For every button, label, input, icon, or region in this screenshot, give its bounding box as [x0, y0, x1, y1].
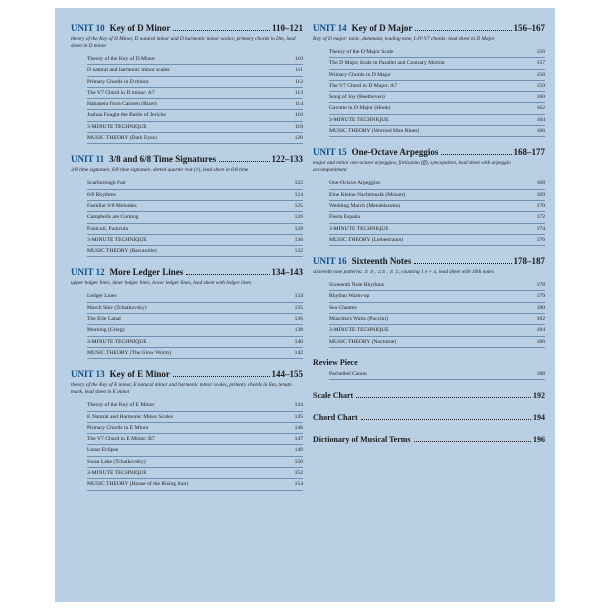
- unit-page-range: 178–187: [513, 256, 545, 267]
- entry-page: 110: [294, 56, 303, 62]
- toc-entry[interactable]: [329, 126, 545, 137]
- entry-list: [87, 400, 303, 490]
- unit-description: upper ledger lines, inner ledger lines, lower ledger lines, lead sheet with ledger lines: [71, 280, 252, 287]
- toc-entry[interactable]: [329, 337, 545, 348]
- entry-page: 120: [294, 135, 303, 142]
- entry-page: 130: [294, 236, 303, 243]
- entry-title: Muscitta's Waltz (Puccini): [329, 316, 388, 323]
- dot-leader: [414, 263, 511, 264]
- entry-title: 3-MINUTE TECHNIQUE: [87, 470, 147, 477]
- entry-page: 132: [294, 248, 303, 255]
- dot-leader: [415, 30, 511, 31]
- unit-number: UNIT 11: [71, 154, 105, 165]
- unit-page-range: 168–177: [513, 147, 545, 158]
- toc-column-right: [313, 22, 545, 446]
- toc-entry[interactable]: [329, 103, 545, 114]
- entry-page: 125: [294, 202, 303, 209]
- toc-entry[interactable]: [87, 468, 303, 479]
- toc-entry[interactable]: [329, 115, 545, 126]
- toc-entry[interactable]: [87, 133, 303, 144]
- entry-page: 147: [294, 436, 303, 443]
- dot-leader: [356, 397, 531, 398]
- entry-page: 146: [294, 424, 303, 431]
- toc-entry[interactable]: [329, 280, 545, 291]
- entry-page: 158: [536, 71, 545, 78]
- entry-page: 168: [536, 180, 545, 187]
- unit-description: theory of the Key of E minor, E natural minor and harmonic minor scales, primary chords in Em, tenuto mark, lead sheet in E minor: [71, 382, 292, 396]
- toc-entry[interactable]: [87, 224, 303, 235]
- entry-page: 162: [536, 105, 545, 112]
- unit-title: Key of D Major: [351, 23, 413, 33]
- entry-title: E Natural and Harmonic Minor Scales: [87, 413, 173, 420]
- entry-page: 166: [536, 128, 545, 135]
- entry-title: 3-MINUTE TECHNIQUE: [87, 338, 147, 345]
- unit-heading[interactable]: [71, 22, 303, 34]
- unit-title: 3/8 and 6/8 Time Signatures: [109, 154, 217, 165]
- entry-page: 136: [294, 316, 303, 323]
- entry-page: 148: [294, 447, 303, 454]
- entry-page: 164: [536, 116, 545, 123]
- entry-page: 156: [536, 49, 545, 55]
- toc-entry[interactable]: [87, 314, 303, 325]
- entry-title: Theory of the D Major Scale: [329, 49, 394, 55]
- toc-entry[interactable]: [87, 77, 303, 88]
- unit-description: Key of D major: tonic, dominant, leading tone, I-IV-V7 chords; lead sheet in D Major: [313, 36, 495, 42]
- entry-page: 178: [536, 282, 545, 289]
- toc-entry[interactable]: [87, 65, 303, 76]
- entry-title: Theory of the Key of E Minor: [87, 402, 155, 409]
- unit-page-range: 134–143: [271, 267, 303, 278]
- toc-entry[interactable]: [87, 325, 303, 336]
- entry-title: MUSIC THEORY (Worried Man Blues): [329, 128, 420, 135]
- toc-entry[interactable]: [87, 178, 303, 189]
- entry-page: 112: [294, 78, 303, 85]
- dot-leader: [414, 441, 531, 442]
- entry-title: Pachelbel Canon: [329, 370, 367, 377]
- entry-title: Familiar 6/8 Melodies: [87, 202, 137, 209]
- entry-title: 3-MINUTE TECHNIQUE: [329, 225, 389, 232]
- toc-entry[interactable]: [329, 224, 545, 235]
- entry-page: 182: [536, 316, 545, 323]
- unit-heading[interactable]: [313, 146, 545, 158]
- entry-list: [87, 291, 303, 359]
- entry-title: 3-MINUTE TECHNIQUE: [87, 123, 147, 130]
- unit-page-range: 122–133: [271, 154, 303, 165]
- entry-page: 142: [294, 349, 303, 356]
- entry-page: 192: [533, 391, 545, 401]
- unit-number: UNIT 15: [313, 147, 347, 158]
- toc-entry[interactable]: [329, 212, 545, 223]
- entry-page: 184: [536, 327, 545, 334]
- dot-leader: [219, 161, 269, 162]
- entry-page: 135: [294, 304, 303, 311]
- entry-page: 180: [536, 304, 545, 311]
- entry-title: Fiesta España: [329, 214, 360, 221]
- entry-title: Habanera from Carmen (Bizet): [87, 101, 157, 108]
- entry-page: 154: [294, 481, 303, 488]
- toc-page: [55, 8, 555, 602]
- entry-title: The Erie Canal: [87, 316, 121, 323]
- entry-title: Joshua Fought the Battle of Jericho: [87, 112, 167, 119]
- entry-title: MUSIC THEORY (Barcarolle): [87, 248, 157, 255]
- dot-leader: [361, 419, 531, 420]
- entry-title: Primary Chords in D Major: [329, 71, 391, 78]
- dot-leader: [173, 376, 270, 377]
- entry-page: 144: [294, 402, 303, 409]
- entry-title: Morning (Grieg): [87, 327, 125, 334]
- toc-entry[interactable]: [329, 235, 545, 246]
- toc-entry[interactable]: [329, 47, 545, 58]
- entry-title: D natural and harmonic minor scales: [87, 67, 170, 74]
- toc-entry[interactable]: [87, 99, 303, 110]
- unit-description: 3/8 time signature, 6/8 time signature, dotted quarter rest (𝄽.), lead sheet in 6/8 time: [71, 167, 249, 174]
- unit-description: sixteenth note patterns: ♬♬, ♫♬, ♬♫, counting 1 e + a, lead sheet with 16th notes: [313, 269, 494, 276]
- entry-page: 179: [536, 293, 545, 300]
- unit-title: Key of E Minor: [109, 369, 170, 380]
- unit-section: [313, 146, 545, 246]
- unit-section: [313, 22, 545, 137]
- entry-page: 157: [536, 60, 545, 67]
- entry-title: Ledger Lines: [87, 293, 117, 300]
- entry-title: MUSIC THEORY (The Glow Worm): [87, 349, 171, 356]
- entry-list: [329, 47, 545, 137]
- toc-entry[interactable]: [87, 423, 303, 434]
- entry-page: 169: [536, 191, 545, 198]
- entry-title: The V7 Chord in D Major: A7: [329, 82, 397, 89]
- unit-number: UNIT 12: [71, 267, 105, 278]
- entry-title: The D Major Scale in Parallel and Contrary Motion: [329, 60, 445, 67]
- unit-page-range: 156–167: [513, 23, 545, 33]
- toc-entry[interactable]: [87, 110, 303, 121]
- entry-page: 111: [295, 67, 303, 74]
- entry-page: 196: [533, 435, 545, 445]
- toc-entry[interactable]: [87, 400, 303, 411]
- toc-entry[interactable]: [329, 369, 545, 380]
- toc-entry[interactable]: [87, 190, 303, 201]
- entry-page: 159: [536, 82, 545, 89]
- entry-page: 140: [294, 338, 303, 345]
- toc-entry[interactable]: [87, 337, 303, 348]
- toc-entry[interactable]: [87, 303, 303, 314]
- unit-heading[interactable]: [71, 266, 303, 278]
- entry-title: Theory of the Key of D Minor: [87, 56, 156, 62]
- unit-heading[interactable]: [313, 22, 545, 34]
- entry-page: 188: [536, 370, 545, 377]
- entry-page: 174: [536, 225, 545, 232]
- entry-page: 194: [533, 413, 545, 423]
- entry-title: Eine Kleine Nachtmusik (Mozart): [329, 191, 406, 198]
- entry-page: 128: [294, 225, 303, 232]
- entry-page: 114: [294, 101, 303, 108]
- entry-title: March Slav (Tchaikovsky): [87, 304, 147, 311]
- entry-title: Chord Chart: [313, 413, 358, 423]
- entry-page: 113: [294, 89, 303, 96]
- entry-list: [87, 54, 303, 144]
- unit-heading[interactable]: [71, 368, 303, 380]
- entry-page: 160: [536, 94, 545, 101]
- toc-entry[interactable]: [87, 88, 303, 99]
- entry-list: [329, 178, 545, 246]
- review-section: [313, 357, 545, 380]
- unit-title: Key of D Minor: [109, 23, 171, 33]
- entry-list: [87, 178, 303, 257]
- toc-heading-entry[interactable]: [313, 412, 545, 424]
- toc-entry[interactable]: [87, 212, 303, 223]
- unit-page-range: 144–155: [271, 369, 303, 380]
- toc-entry[interactable]: [87, 412, 303, 423]
- entry-page: 152: [294, 470, 303, 477]
- unit-page-range: 110–121: [271, 23, 303, 33]
- entry-title: Gavotte in D Major (Hook): [329, 105, 391, 112]
- entry-page: 118: [294, 123, 303, 130]
- dot-leader: [173, 30, 270, 31]
- toc-entry[interactable]: [87, 201, 303, 212]
- unit-number: UNIT 13: [71, 369, 105, 380]
- unit-section: [71, 368, 303, 490]
- entry-page: 176: [536, 236, 545, 243]
- unit-description: major and minor one-octave arpeggios, fortissimo (ff), syncopation, lead sheet with arpeggio accompaniment: [313, 160, 511, 174]
- entry-title: Wedding March (Mendelssohn): [329, 202, 401, 209]
- toc-entry[interactable]: [329, 291, 545, 302]
- toc-entry[interactable]: [329, 92, 545, 103]
- unit-section: [71, 266, 303, 359]
- dot-leader: [186, 274, 269, 275]
- entry-list: [329, 280, 545, 348]
- entry-title: 3-MINUTE TECHNIQUE: [329, 116, 389, 123]
- review-heading: Review Piece: [313, 357, 358, 367]
- toc-entry[interactable]: [329, 325, 545, 336]
- entry-page: 124: [294, 191, 303, 198]
- toc-entry[interactable]: [87, 235, 303, 246]
- toc-entry[interactable]: [329, 58, 545, 69]
- unit-title: More Ledger Lines: [109, 267, 184, 278]
- entry-page: 150: [294, 458, 303, 465]
- toc-entry[interactable]: [329, 201, 545, 212]
- unit-number: UNIT 14: [313, 23, 347, 33]
- entry-title: MUSIC THEORY (House of the Rising Sun): [87, 481, 189, 488]
- toc-entry[interactable]: [87, 457, 303, 468]
- toc-entry[interactable]: [87, 291, 303, 302]
- toc-entry[interactable]: [329, 81, 545, 92]
- entry-title: 6/8 Rhythms: [87, 191, 116, 198]
- entry-title: Funiculi, Funicula: [87, 225, 129, 232]
- entry-title: Sea Chantey: [329, 304, 358, 311]
- entry-title: Dictionary of Musical Terms: [313, 435, 411, 445]
- toc-entry[interactable]: [329, 70, 545, 81]
- entry-title: MUSIC THEORY (Liebestraum): [329, 236, 404, 243]
- entry-page: 126: [294, 214, 303, 221]
- unit-description: theory of the Key of D Minor, D natural minor and D harmonic minor scales; primary chords in Dm, lead sheet in D minor: [71, 36, 296, 49]
- entry-title: Scale Chart: [313, 391, 354, 401]
- entry-title: Primary Chords in E Minor: [87, 424, 149, 431]
- entry-title: 3-MINUTE TECHNIQUE: [87, 236, 147, 243]
- unit-number: UNIT 10: [71, 23, 105, 33]
- unit-section: [71, 153, 303, 257]
- toc-heading-entry[interactable]: [313, 434, 545, 446]
- toc-entry[interactable]: [87, 348, 303, 359]
- toc-column-left: [71, 22, 303, 500]
- unit-title: One-Octave Arpeggios: [351, 147, 439, 158]
- entry-title: Lunar Eclipse: [87, 447, 119, 454]
- entry-title: Swan Lake (Tchaikovsky): [87, 458, 146, 465]
- toc-entry[interactable]: [329, 190, 545, 201]
- entry-page: 134: [294, 293, 303, 300]
- toc-heading-entry[interactable]: [313, 390, 545, 402]
- entry-title: 3-MINUTE TECHNIQUE: [329, 327, 389, 334]
- entry-title: Rhythm Warm-up: [329, 293, 370, 300]
- entry-page: 116: [294, 112, 303, 119]
- unit-heading[interactable]: [71, 153, 303, 165]
- entry-title: Campbells are Coming: [87, 214, 139, 221]
- unit-number: UNIT 16: [313, 256, 347, 267]
- unit-section: [71, 22, 303, 144]
- entry-title: MUSIC THEORY (Dark Eyes): [87, 135, 157, 142]
- toc-entry[interactable]: [87, 122, 303, 133]
- entry-page: 186: [536, 338, 545, 345]
- entry-title: One-Octave Arpeggios: [329, 180, 381, 187]
- entry-title: The V7 Chord in D minor: A7: [87, 89, 155, 96]
- toc-entry[interactable]: [87, 434, 303, 445]
- unit-title: Sixteenth Notes: [351, 256, 412, 267]
- entry-page: 145: [294, 413, 303, 420]
- entry-page: 172: [536, 214, 545, 221]
- entry-title: Primary Chords in D minor: [87, 78, 149, 85]
- entry-title: Sixteenth Note Rhythms: [329, 282, 385, 289]
- entry-title: Song of Joy (Beethoven): [329, 94, 385, 101]
- unit-section: [313, 255, 545, 348]
- toc-entry[interactable]: [329, 303, 545, 314]
- entry-title: MUSIC THEORY (Nocturne): [329, 338, 397, 345]
- toc-entry[interactable]: [329, 178, 545, 189]
- toc-entry[interactable]: [87, 246, 303, 257]
- entry-page: 122: [294, 180, 303, 187]
- entry-title: The V7 Chord in E Minor: B7: [87, 436, 155, 443]
- toc-entry[interactable]: [87, 479, 303, 490]
- unit-heading[interactable]: [313, 255, 545, 267]
- entry-page: 138: [294, 327, 303, 334]
- dot-leader: [441, 154, 511, 155]
- toc-entry[interactable]: [87, 54, 303, 65]
- toc-entry[interactable]: [329, 314, 545, 325]
- toc-entry[interactable]: [87, 445, 303, 456]
- entry-page: 170: [536, 202, 545, 209]
- entry-title: Scarborough Fair: [87, 180, 126, 187]
